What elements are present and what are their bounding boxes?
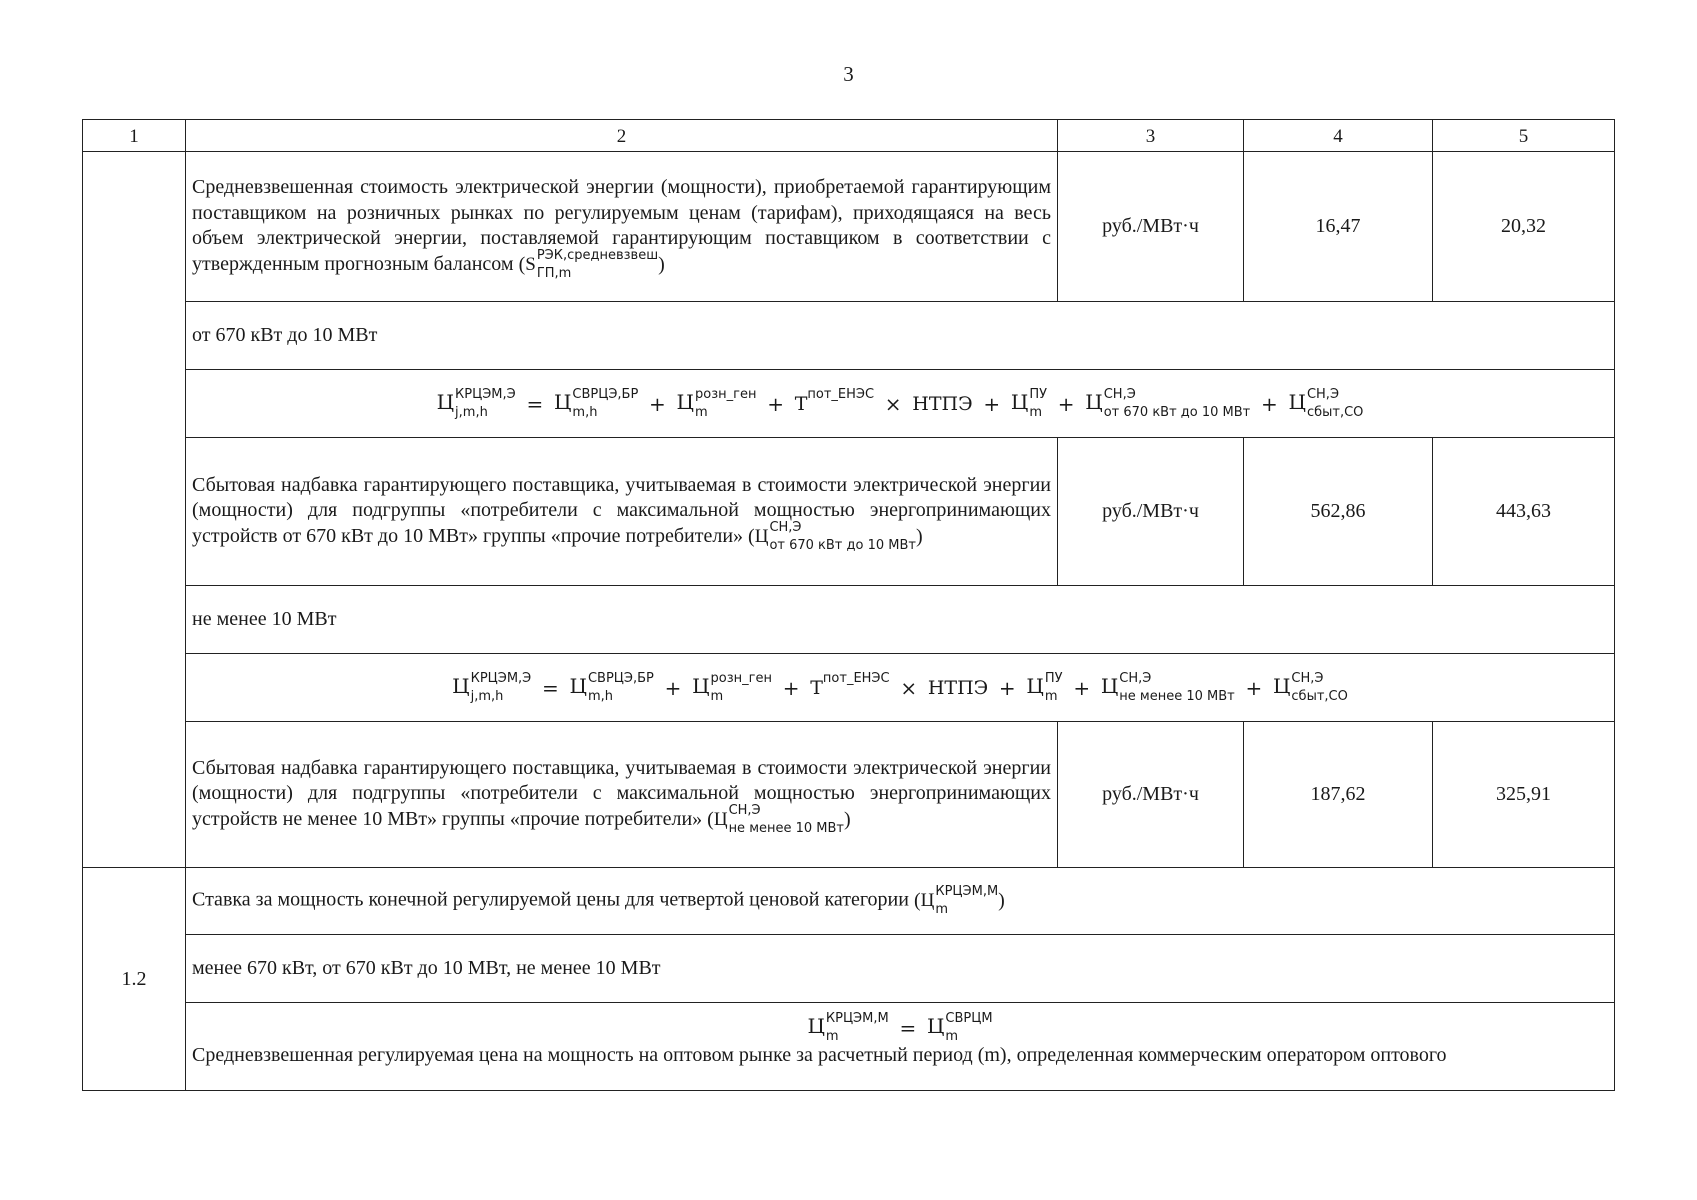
rate-text: Ставка за мощность конечной регулируемой цены для четвертой ценовой категории [192, 888, 909, 911]
weighted-cost-col4: 16,47 [1244, 152, 1433, 302]
weighted-cost-text: Средневзвешенная стоимость электрической энергии (мощности), приобретаемой гарантирующим поставщиком на розничных рынках по регулируемым ценам (тарифам), приходящаяся на весь объем электрической энергии, поставляемой гарантирующим поставщиком в соответствии с утвержденным прогнозным балансом [192, 176, 1051, 275]
table-row-1-2-groups [83, 935, 1615, 1003]
table-row-section-10 [83, 586, 1615, 654]
groups-label: менее 670 кВт, от 670 кВт до 10 МВт, не менее 10 МВт [186, 935, 1615, 1003]
table-row-weighted-cost [83, 152, 1615, 302]
section-10-label: не менее 10 МВт [186, 586, 1615, 654]
table-row-markup-10 [83, 722, 1615, 868]
markup-10-unit: руб./МВт·ч [1058, 722, 1244, 868]
table-row-1-2-formula [83, 1003, 1615, 1091]
markup-670-unit: руб./МВт·ч [1058, 438, 1244, 586]
row-id-cell-empty [83, 152, 186, 868]
markup-10-symbol: Ц СН,Э не менее 10 МВт [713, 803, 845, 837]
formula-670: Ц КРЦЭМ,Э j,m,h = Ц СВРЦЭ,БР m,h + Ц розн_ген m + $Т^{пот\_ЕНЭС}$ × НТПЭ + Ц ПУ m + Ц СН,Э от 670 кВт до 10 МВт + Ц СН,Э сбыт,СО [186, 370, 1615, 438]
rate-description: Ставка за мощность конечной регулируемой цены для четвертой ценовой категории ( Ц КРЦЭМ,М m ) [186, 868, 1615, 935]
header-col-5: 5 [1433, 120, 1615, 152]
tail-text: Средневзвешенная регулируемая цена на мощность на оптовом рынке за расчетный период (m), определенная коммерческим оператором оптового [192, 1044, 1447, 1066]
weighted-cost-col5: 20,32 [1433, 152, 1615, 302]
header-col-3: 3 [1058, 120, 1244, 152]
header-row [83, 120, 1615, 152]
markup-670-description: Сбытовая надбавка гарантирующего поставщика, учитываемая в стоимости электрической энергии (мощности) для подгруппы «потребители с максимальной мощностью энергопринимающих устройств от 670 кВт до 10 МВт» группы «прочие потребители» ( Ц СН,Э от 670 кВт до 10 МВт ) [186, 438, 1058, 586]
table-row-section-670 [83, 302, 1615, 370]
table-row-formula-670 [83, 370, 1615, 438]
header-col-4: 4 [1244, 120, 1433, 152]
markup-670-col4: 562,86 [1244, 438, 1433, 586]
section-670-label: от 670 кВт до 10 МВт [186, 302, 1615, 370]
weighted-cost-description [186, 152, 1058, 302]
tariff-table [82, 119, 1615, 1091]
markup-670-text: Сбытовая надбавка гарантирующего поставщика, учитываемая в стоимости электрической энергии (мощности) для подгруппы «потребители с максимальной мощностью энергопринимающих устройств от 670 кВт до 10 МВт» группы «прочие потребители» [192, 473, 1051, 547]
markup-10-col5: 325,91 [1433, 722, 1615, 868]
paren-close: ) [658, 253, 665, 276]
markup-670-symbol: Ц СН,Э от 670 кВт до 10 МВт [754, 520, 916, 554]
table-row-markup-670 [83, 438, 1615, 586]
formula-1-2-cell [186, 1003, 1615, 1091]
table-row-1-2-rate [83, 868, 1615, 935]
header-col-1: 1 [83, 120, 186, 152]
markup-10-text: Сбытовая надбавка гарантирующего поставщика, учитываемая в стоимости электрической энергии (мощности) для подгруппы «потребители с максимальной мощностью энергопринимающих устройств не менее 10 МВт» группы «прочие потребители» [192, 756, 1051, 830]
markup-670-col5: 443,63 [1433, 438, 1615, 586]
rate-symbol: Ц КРЦЭМ,М m [920, 884, 999, 917]
formula-10: Ц КРЦЭМ,Э j,m,h = Ц СВРЦЭ,БР m,h + Ц розн_ген m + $Т^{пот\_ЕНЭС}$ × НТПЭ + Ц ПУ m + Ц СН,Э не менее 10 МВт + Ц СН,Э сбыт,СО [186, 654, 1615, 722]
paren-open: ( [518, 253, 526, 276]
weighted-cost-symbol: S РЭК,средневзвеш ГП,m [525, 247, 659, 281]
table-row-formula-10 [83, 654, 1615, 722]
page-number: 3 [843, 62, 854, 86]
row-id-1-2: 1.2 [83, 868, 186, 1091]
markup-10-col4: 187,62 [1244, 722, 1433, 868]
formula-1-2: Ц КРЦЭМ,М m = Ц СВРЦМ m [807, 1011, 993, 1044]
header-col-2: 2 [186, 120, 1058, 152]
weighted-cost-unit: руб./МВт·ч [1058, 152, 1244, 302]
markup-10-description: Сбытовая надбавка гарантирующего поставщика, учитываемая в стоимости электрической энергии (мощности) для подгруппы «потребители с максимальной мощностью энергопринимающих устройств не менее 10 МВт» группы «прочие потребители» ( Ц СН,Э не менее 10 МВт ) [186, 722, 1058, 868]
